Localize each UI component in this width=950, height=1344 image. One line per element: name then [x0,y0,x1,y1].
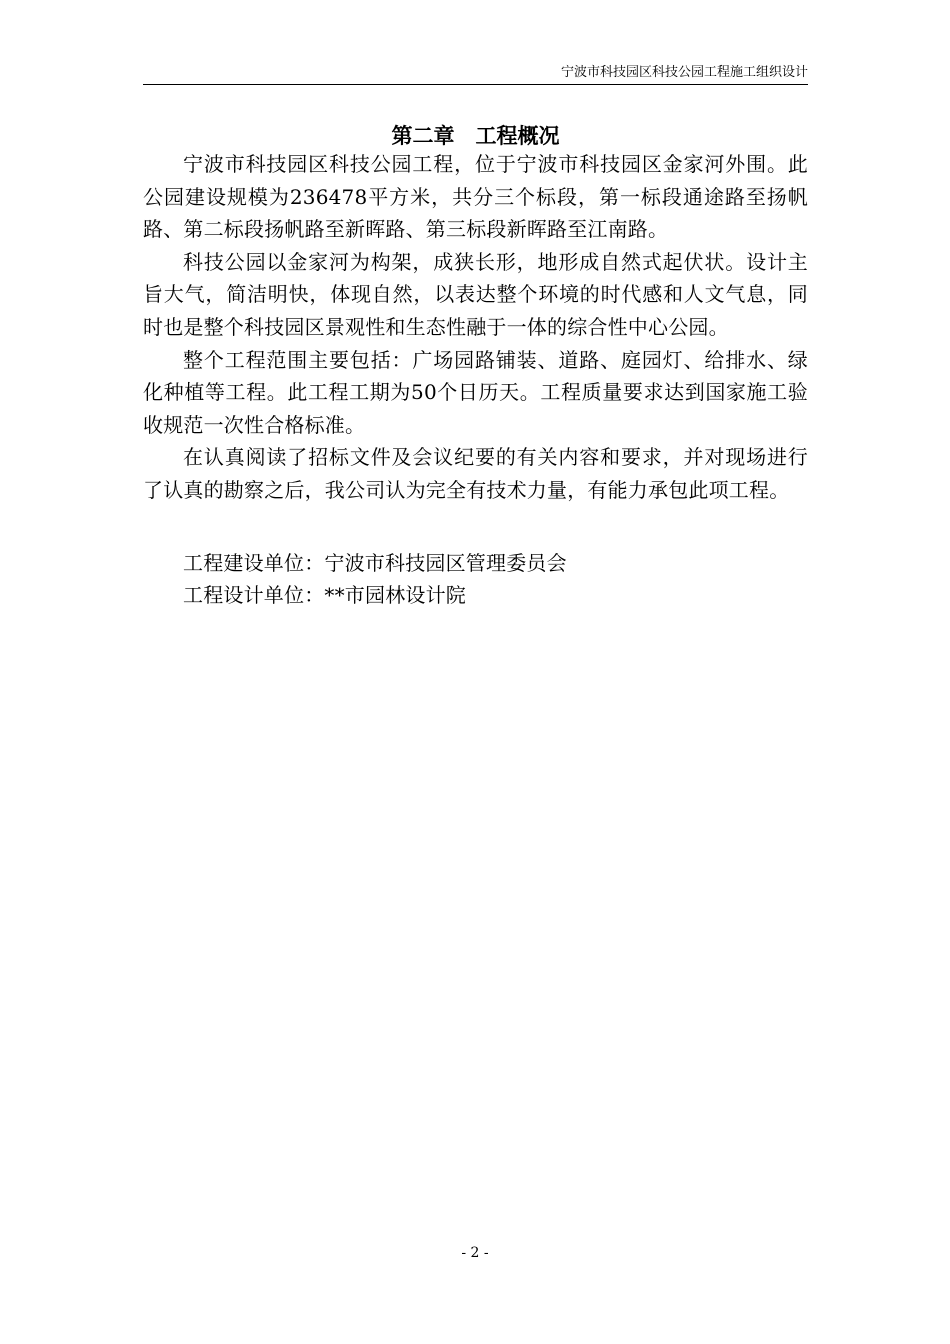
paragraph-design: 科技公园以金家河为构架，成狭长形，地形成自然式起伏状。设计主旨大气，简洁明快，体现自然，以表达整个环境的时代感和人文气息，同时也是整个科技园区景观性和生态性融于一体的综合性中心公园。 [143,249,808,339]
construction-unit: 工程建设单位：宁波市科技园区管理委员会 [183,550,567,575]
header-rule [143,84,808,85]
paragraph-overview: 宁波市科技园区科技公园工程，位于宁波市科技园区金家河外围。此公园建设规模为236478平方米，共分三个标段，第一标段通途路至扬帆路、第二标段扬帆路至新晖路、第三标段新晖路至江南路。 [143,152,808,242]
spacer [143,507,808,547]
design-unit: 工程设计单位：**市园林设计院 [183,583,466,608]
running-header: 宁波市科技园区科技公园工程施工组织设计 [560,65,808,80]
body-text [143,148,808,612]
page-number: - 2 - [461,1245,489,1261]
chapter-title: 第二章 工程概况 [391,123,560,148]
paragraph-commitment: 在认真阅读了招标文件及会议纪要的有关内容和要求，并对现场进行了认真的勘察之后，我公司认为完全有技术力量，有能力承包此项工程。 [143,445,808,502]
paragraph-scope: 整个工程范围主要包括：广场园路铺装、道路、庭园灯、给排水、绿化种植等工程。此工程工期为50个日历天。工程质量要求达到国家施工验收规范一次性合格标准。 [143,347,808,437]
